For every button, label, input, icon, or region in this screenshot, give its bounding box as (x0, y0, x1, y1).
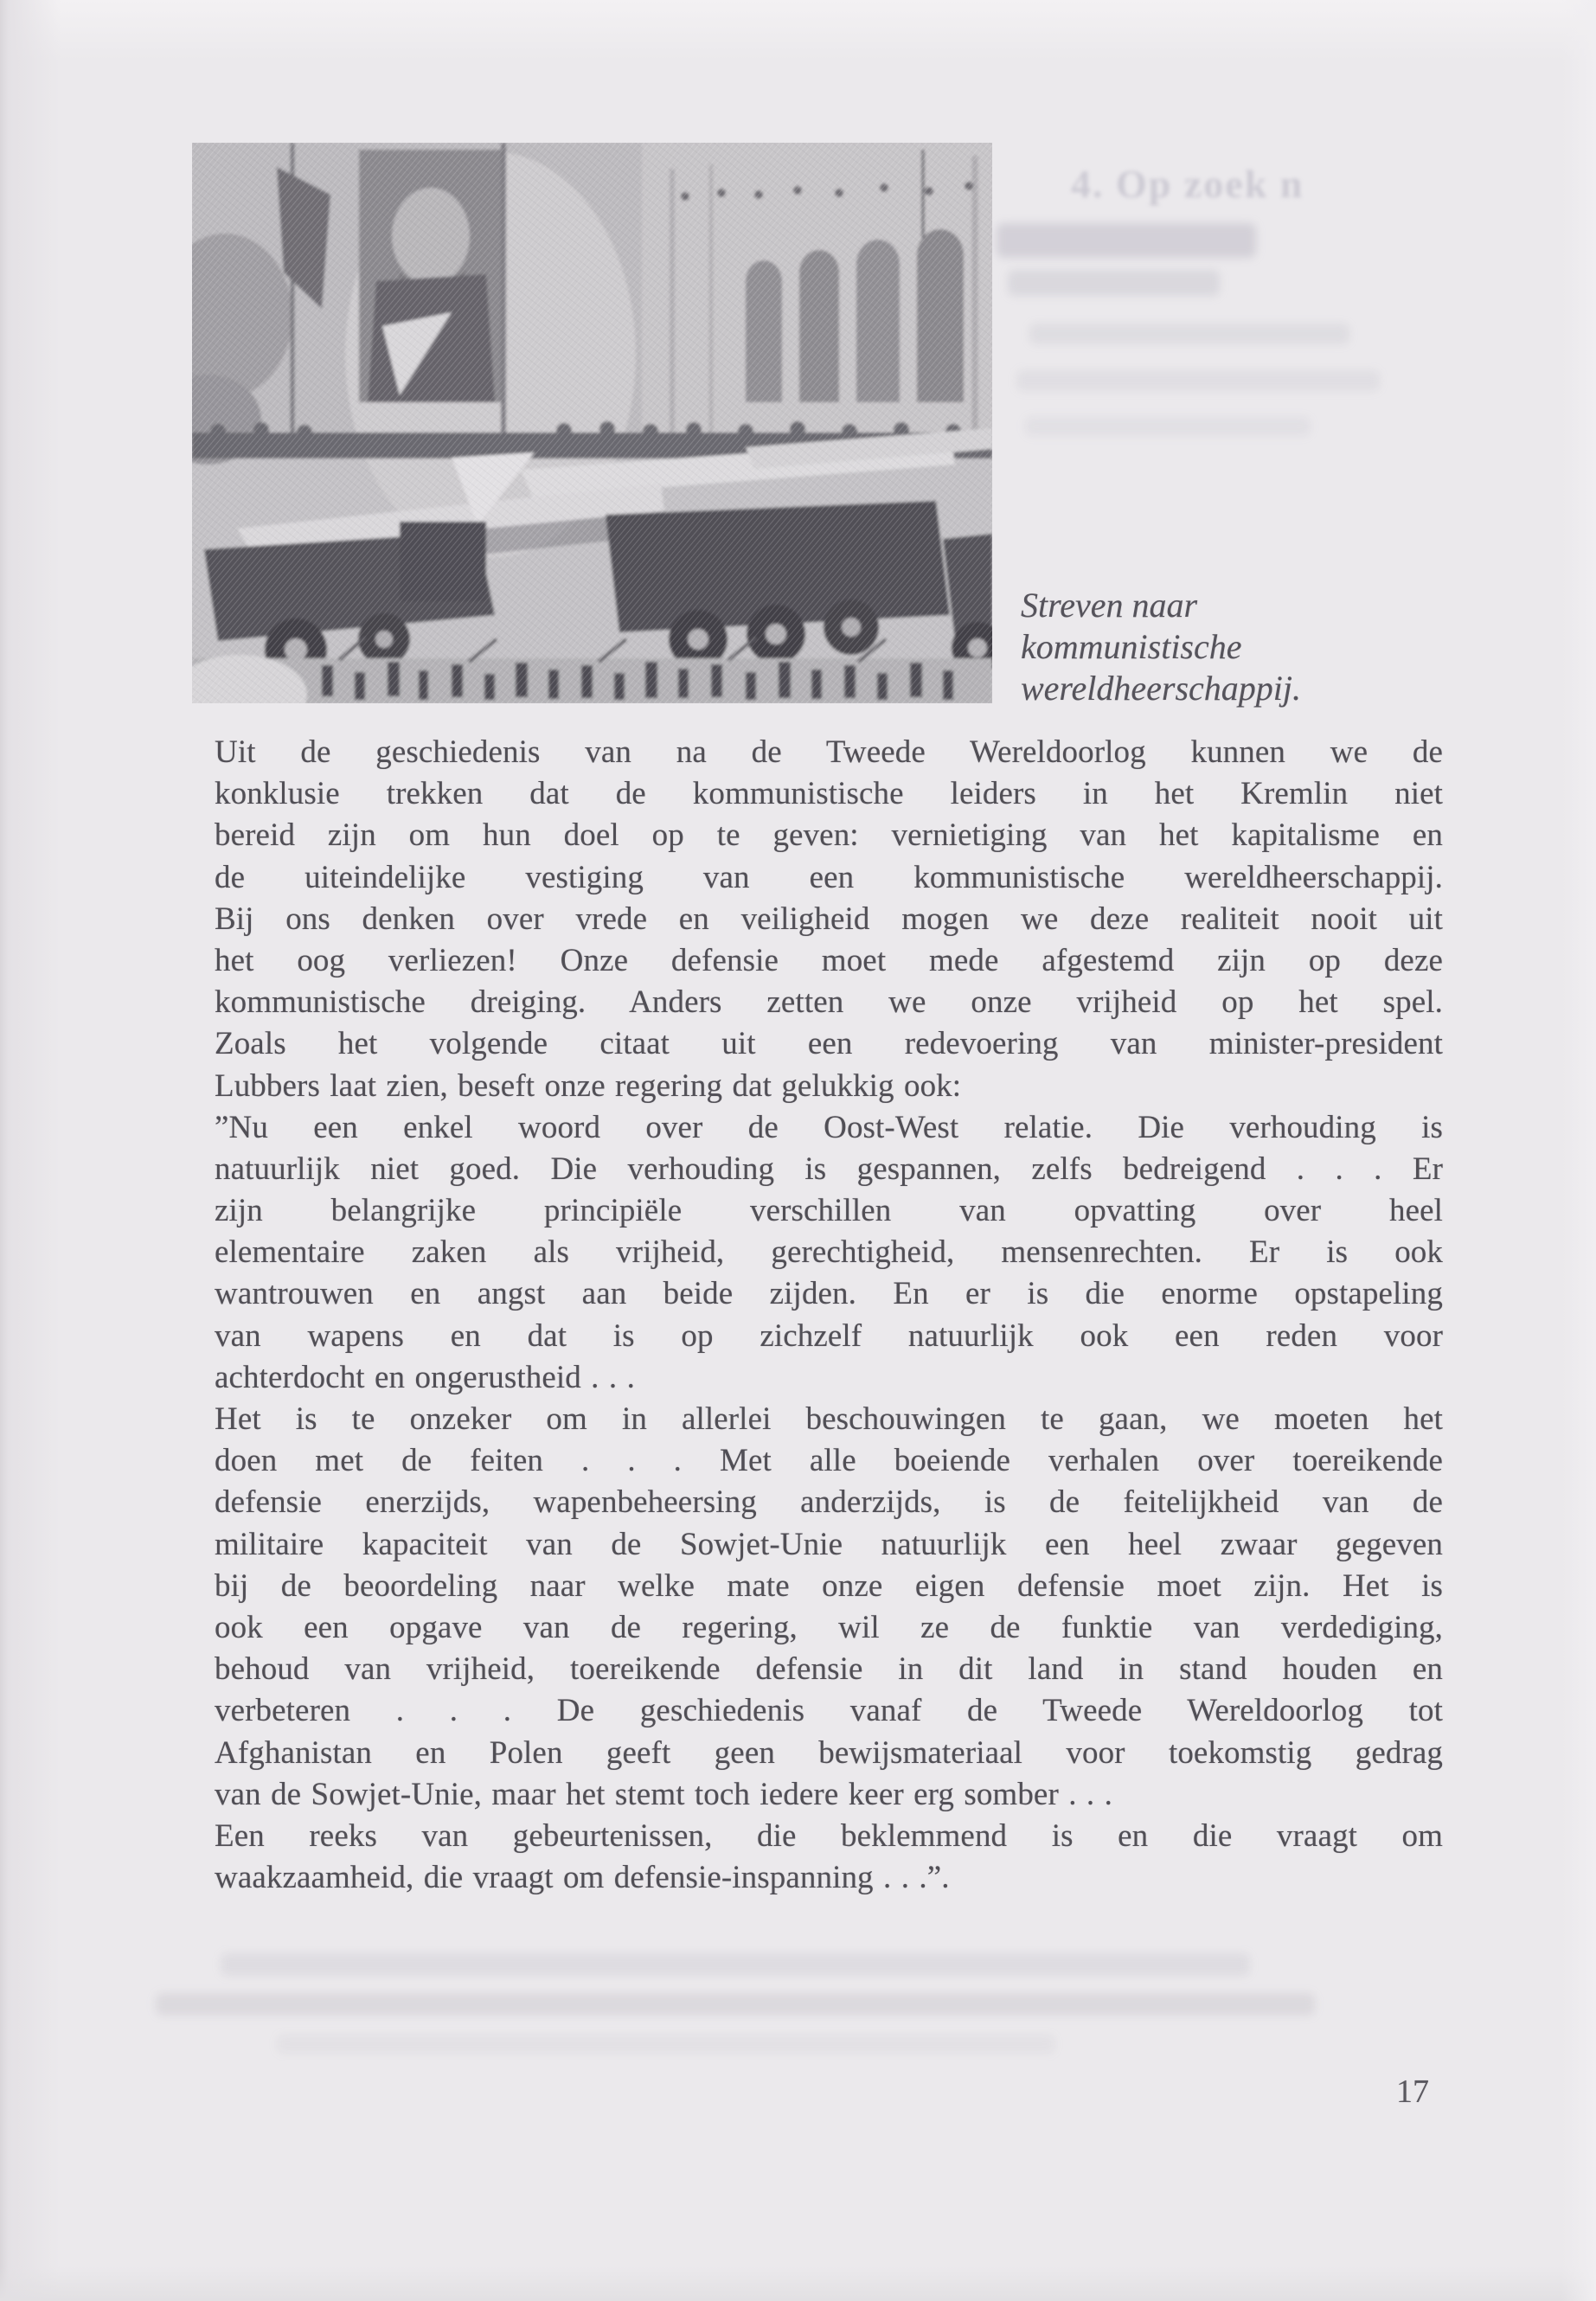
body-line: Het is te onzeker om in allerlei beschouwingen te gaan, we moeten het (215, 1401, 1443, 1437)
scan-edge-right (1561, 0, 1596, 2301)
parade-photo (192, 143, 992, 703)
body-line: zijn belangrijke principiële verschillen van opvatting over heel (215, 1193, 1443, 1229)
body-line: wantrouwen en angst aan beide zijden. En er is die enorme opstapeling (215, 1276, 1443, 1312)
ghost-bleedthrough-stripe (1008, 270, 1220, 296)
body-line: Uit de geschiedenis van na de Tweede Wereldoorlog kunnen we de (215, 734, 1443, 770)
body-line: achterdocht en ongerustheid . . . (215, 1359, 635, 1395)
ghost-bleedthrough-stripe (1029, 324, 1349, 344)
ghost-bleedthrough-stripe (1025, 417, 1311, 436)
caption-line: wereldheerschappij. (1021, 669, 1302, 708)
ghost-bleedthrough-heading: 4. Op zoek n (1071, 162, 1304, 206)
body-line: verbeteren . . . De geschiedenis vanaf de Tweede Wereldoorlog tot (215, 1693, 1443, 1729)
body-line: bij de beoordeling naar welke mate onze eigen defensie moet zijn. Het is (215, 1567, 1443, 1604)
body-line: behoud van vrijheid, toereikende defensie in dit land in stand houden en (215, 1651, 1443, 1688)
ghost-bleedthrough-stripe (997, 223, 1256, 258)
scan-edge-top (0, 0, 1596, 61)
body-line: doen met de feiten . . . Met alle boeiende verhalen over toereikende (215, 1443, 1443, 1479)
page-number: 17 (1396, 2073, 1429, 2110)
body-line: bereid zijn om hun doel op te geven: vernietiging van het kapitalisme en (215, 817, 1443, 854)
body-line: natuurlijk niet goed. Die verhouding is gespannen, zelfs bedreigend . . . Er (215, 1150, 1443, 1187)
body-line: Afghanistan en Polen geeft geen bewijsmateriaal voor toekomstig gedrag (215, 1734, 1443, 1771)
body-line: ook een opgave van de regering, wil ze de funktie van verdediging, (215, 1609, 1443, 1645)
body-line: Bij ons denken over vrede en veiligheid mogen we deze realiteit nooit uit (215, 901, 1443, 937)
ghost-bleedthrough-stripe (221, 1953, 1250, 1976)
caption-line: kommunistische (1021, 627, 1242, 666)
body-line: van de Sowjet-Unie, maar het stemt toch iedere keer erg somber . . . (215, 1776, 1112, 1812)
body-line: Zoals het volgende citaat uit een redevoering van minister-president (215, 1026, 1443, 1062)
ghost-bleedthrough-stripe (1016, 370, 1380, 391)
body-line: ”Nu een enkel woord over de Oost-West relatie. Die verhouding is (215, 1109, 1443, 1145)
body-line: van wapens en dat is op zichzelf natuurlijk ook een reden voor (215, 1317, 1443, 1354)
body-text (215, 732, 1443, 1899)
ghost-bleedthrough-stripe (277, 2035, 1055, 2054)
body-line: kommunistische dreiging. Anders zetten we onze vrijheid op het spel. (215, 984, 1443, 1021)
body-line: het oog verliezen! Onze defensie moet mede afgestemd zijn op deze (215, 942, 1443, 978)
body-line: elementaire zaken als vrijheid, gerechtigheid, mensenrechten. Er is ook (215, 1234, 1443, 1271)
scan-edge-bottom (0, 2266, 1596, 2301)
photo-caption (1021, 585, 1471, 709)
body-line: Een reeks van gebeurtenissen, die beklemmend is en die vraagt om (215, 1817, 1443, 1854)
body-line: waakzaamheid, die vraagt om defensie-inspanning . . .”. (215, 1860, 950, 1896)
body-line: defensie enerzijds, wapenbeheersing anderzijds, is de feitelijkheid van de (215, 1484, 1443, 1521)
body-line: Lubbers laat zien, beseft onze regering dat gelukkig ook: (215, 1067, 962, 1104)
ghost-bleedthrough-stripe (156, 1993, 1315, 2016)
body-line: konklusie trekken dat de kommunistische leiders in het Kremlin niet (215, 776, 1443, 812)
body-line: militaire kapaciteit van de Sowjet-Unie natuurlijk een heel zwaar gegeven (215, 1526, 1443, 1562)
body-line: de uiteindelijke vestiging van een kommunistische wereldheerschappij. (215, 859, 1443, 895)
caption-line: Streven naar (1021, 586, 1198, 625)
scan-edge-left (0, 0, 61, 2301)
